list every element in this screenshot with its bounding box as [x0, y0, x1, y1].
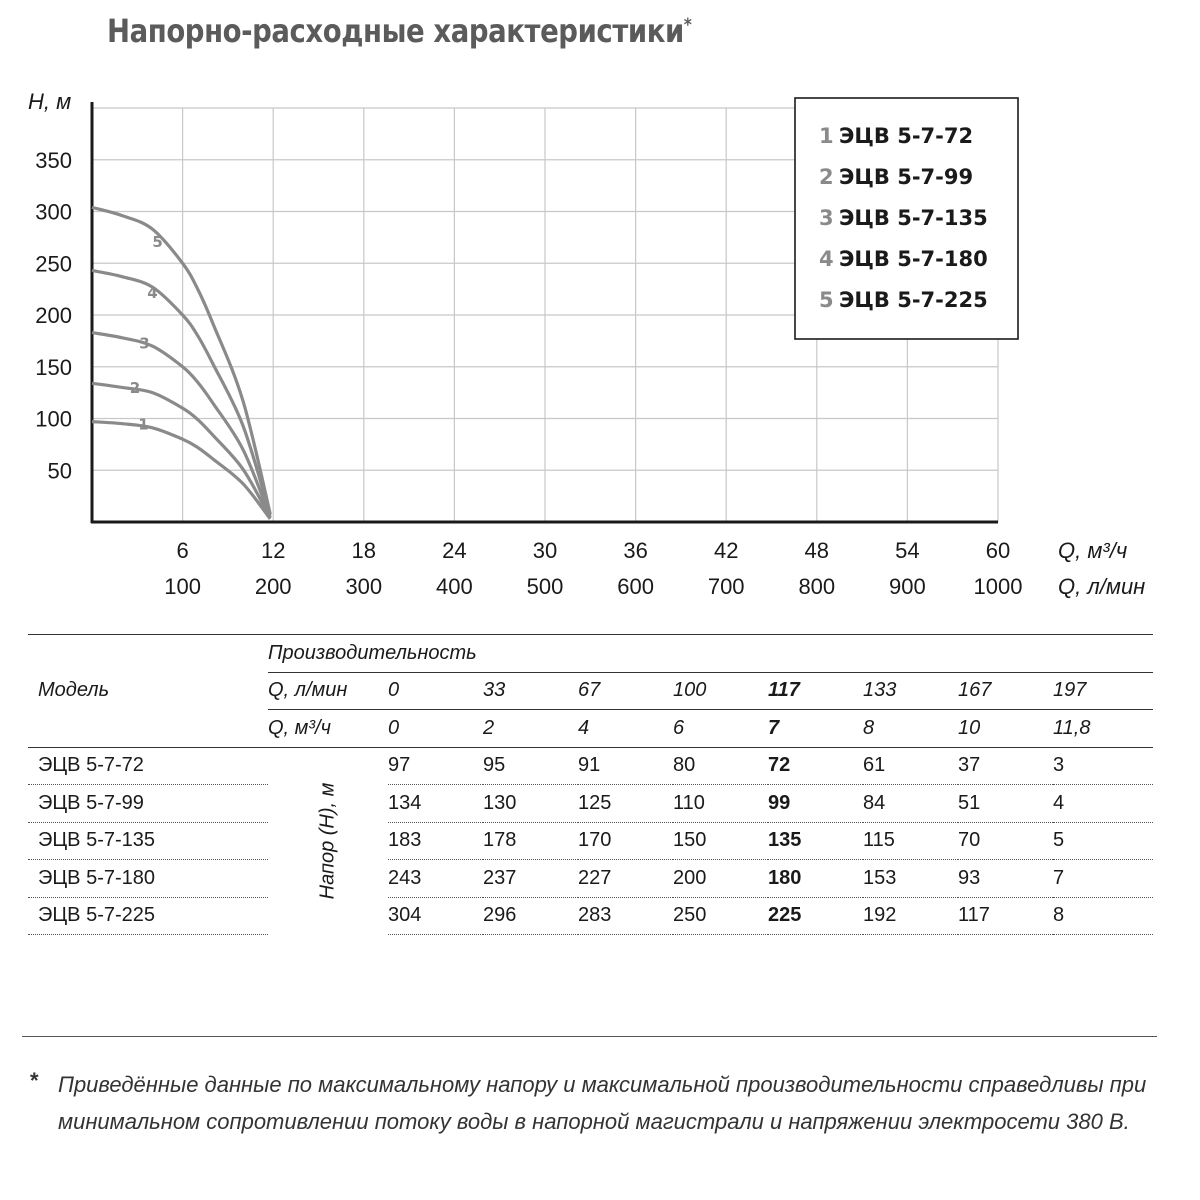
q-m3h-label: Q, м³/ч: [268, 710, 388, 748]
head-value: 134: [388, 785, 483, 823]
series-number-label: 4: [147, 283, 158, 302]
chart-legend: [795, 98, 1018, 339]
x-tick-label-lmin: 500: [526, 574, 564, 599]
x-axis-label-m3h: Q, м³/ч: [1058, 538, 1128, 563]
series-number-label: 1: [138, 415, 149, 434]
head-value: 200: [673, 860, 768, 898]
head-value: 95: [483, 747, 578, 785]
series-line-4: [92, 270, 270, 514]
x-tick-label-lmin: 300: [345, 574, 383, 599]
q-m3h-value: 2: [483, 710, 578, 748]
head-value: 227: [578, 860, 673, 898]
q-lmin-value: 33: [483, 672, 578, 710]
q-lmin-value: 117: [768, 672, 863, 710]
q-m3h-value: 0: [388, 710, 483, 748]
head-value: 99: [768, 785, 863, 823]
head-value: 70: [958, 822, 1053, 860]
legend-number: 5: [819, 288, 834, 312]
q-lmin-label: Q, л/мин: [268, 672, 388, 710]
head-value: 237: [483, 860, 578, 898]
head-value: 150: [673, 822, 768, 860]
footnote-mark: *: [30, 1068, 39, 1093]
x-tick-label-m3h: 30: [532, 538, 558, 563]
q-m3h-value: 11,8: [1053, 710, 1153, 748]
legend-entry: ЭЦВ 5-7-72: [839, 124, 974, 148]
q-lmin-value: 167: [958, 672, 1053, 710]
legend-number: 2: [819, 165, 834, 189]
q-m3h-value: 6: [673, 710, 768, 748]
y-tick-label: 200: [35, 303, 72, 328]
x-tick-label-lmin: 400: [436, 574, 473, 599]
x-tick-label-m3h: 18: [351, 538, 377, 563]
head-value: 243: [388, 860, 483, 898]
x-tick-label-lmin: 600: [617, 574, 654, 599]
head-value: 84: [863, 785, 958, 823]
head-value: 7: [1053, 860, 1153, 898]
y-tick-label: 350: [35, 147, 72, 173]
q-lmin-value: 67: [578, 672, 673, 710]
head-value: 180: [768, 860, 863, 898]
head-value: 8: [1053, 897, 1153, 935]
model-name: ЭЦВ 5-7-180: [28, 860, 268, 898]
x-tick-label-m3h: 54: [895, 538, 920, 563]
head-value: 178: [483, 822, 578, 860]
legend-entry: ЭЦВ 5-7-180: [839, 247, 988, 271]
x-tick-label-lmin: 700: [707, 574, 745, 599]
footnote-divider: [22, 1036, 1157, 1037]
head-value: 125: [578, 785, 673, 823]
table-header-row: [28, 635, 1153, 673]
model-name: ЭЦВ 5-7-225: [28, 897, 268, 935]
series-number-label: 3: [139, 334, 150, 353]
x-tick-label-lmin: 100: [164, 574, 201, 599]
y-tick-label: 100: [35, 406, 72, 432]
head-value: 91: [578, 747, 673, 785]
x-tick-label-m3h: 60: [985, 538, 1011, 563]
series-number-label: 2: [129, 378, 141, 397]
legend-number: 4: [819, 247, 834, 271]
head-value: 170: [578, 822, 673, 860]
y-tick-label: 300: [35, 199, 72, 225]
head-value: 192: [863, 897, 958, 935]
head-value: 153: [863, 860, 958, 898]
x-tick-label-m3h: 24: [442, 538, 467, 563]
head-value: 4: [1053, 785, 1153, 823]
q-lmin-value: 133: [863, 672, 958, 710]
footnote-text: Приведённые данные по максимальному напору и максимальной производительности справедливы при минимальном сопротивлении потоку воды в напорной магистрали и напряжении электросети 380 В.: [58, 1072, 1147, 1134]
q-m3h-value: 10: [958, 710, 1053, 748]
q-m3h-value: 7: [768, 710, 863, 748]
x-tick-label-m3h: 48: [804, 538, 830, 563]
q-lmin-value: 100: [673, 672, 768, 710]
table-row: [28, 897, 1153, 935]
table-row: [28, 860, 1153, 898]
x-tick-label-lmin: 200: [254, 574, 292, 599]
head-value: 3: [1053, 747, 1153, 785]
y-tick-label: 150: [35, 354, 72, 380]
x-tick-label-m3h: 42: [713, 538, 739, 563]
head-value: 183: [388, 822, 483, 860]
x-tick-label-m3h: 36: [623, 538, 648, 563]
legend-number: 1: [819, 124, 834, 148]
head-label-cell: [268, 747, 388, 935]
table-row: [28, 822, 1153, 860]
chart-series: [92, 207, 270, 519]
q-lmin-value: 197: [1053, 672, 1153, 710]
head-value: 135: [768, 822, 863, 860]
head-value: 250: [673, 897, 768, 935]
table-row: [28, 747, 1153, 785]
x-axis-label-lmin: Q, л/мин: [1058, 574, 1146, 599]
head-value: 225: [768, 897, 863, 935]
x-tick-label-m3h: 12: [260, 538, 286, 563]
head-value: 51: [958, 785, 1053, 823]
head-value: 283: [578, 897, 673, 935]
legend-entry: ЭЦВ 5-7-135: [839, 206, 988, 230]
q-lmin-value: 0: [388, 672, 483, 710]
head-value: 117: [958, 897, 1053, 935]
y-tick-label: 250: [35, 251, 72, 277]
series-number-label: 5: [152, 233, 163, 252]
model-name: ЭЦВ 5-7-99: [28, 785, 268, 823]
table-row: [28, 785, 1153, 823]
head-value: 296: [483, 897, 578, 935]
x-tick-label-lmin: 900: [889, 574, 926, 599]
legend-entry: ЭЦВ 5-7-225: [839, 288, 988, 312]
page-title: Напорно-расходные характеристики*: [107, 12, 692, 50]
y-tick-label: 50: [47, 458, 72, 484]
x-tick-label-lmin: 1000: [973, 574, 1023, 599]
head-value: 97: [388, 747, 483, 785]
head-value: 72: [768, 747, 863, 785]
legend-entry: ЭЦВ 5-7-99: [839, 165, 974, 189]
x-tick-label-m3h: 6: [176, 538, 189, 563]
x-tick-label-lmin: 800: [798, 574, 836, 599]
head-value: 93: [958, 860, 1053, 898]
head-value: 80: [673, 747, 768, 785]
head-value: 115: [863, 822, 958, 860]
q-m3h-value: 4: [578, 710, 673, 748]
q-m3h-value: 8: [863, 710, 958, 748]
model-name: ЭЦВ 5-7-72: [28, 747, 268, 785]
model-header: Модель: [28, 635, 268, 748]
head-value: 37: [958, 747, 1053, 785]
head-value: 110: [673, 785, 768, 823]
spec-table: [28, 634, 1153, 935]
head-label: Напор (Н), м: [316, 782, 339, 900]
head-value: 5: [1053, 822, 1153, 860]
legend-number: 3: [819, 206, 834, 230]
performance-header: Производительность: [268, 635, 1153, 673]
head-value: 61: [863, 747, 958, 785]
head-value: 130: [483, 785, 578, 823]
y-axis-label: Н, м: [28, 89, 72, 114]
model-name: ЭЦВ 5-7-135: [28, 822, 268, 860]
head-value: 304: [388, 897, 483, 935]
